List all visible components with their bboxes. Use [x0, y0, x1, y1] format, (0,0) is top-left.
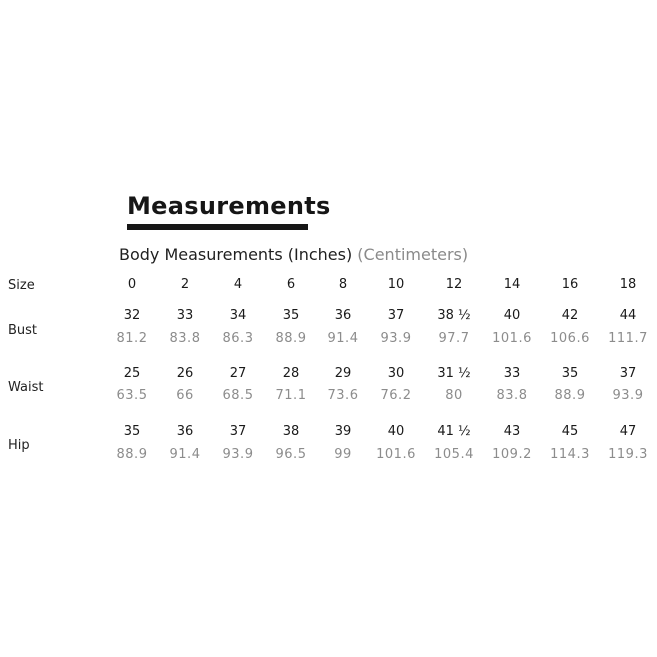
cm-value: 91.4 [169, 447, 201, 462]
inch-value: 40 [387, 424, 405, 439]
inch-value: 38 ½ [437, 308, 471, 323]
inch-value: 47 [619, 424, 637, 439]
cm-value: 101.6 [376, 447, 416, 462]
cm-value: 106.6 [550, 331, 590, 346]
cm-value: 66 [176, 388, 194, 403]
cm-value: 83.8 [496, 388, 528, 403]
inch-value: 35 [282, 308, 300, 323]
cm-value: 105.4 [434, 447, 474, 462]
cm-value: 119.3 [608, 447, 648, 462]
cm-value: 86.3 [222, 331, 254, 346]
inch-value: 32 [123, 308, 141, 323]
inch-value: 27 [229, 366, 247, 381]
inch-value: 42 [561, 308, 579, 323]
cm-value: 80 [445, 388, 463, 403]
size-cell: 18 [619, 277, 637, 292]
page-title: Measurements [127, 192, 331, 220]
size-cell: 12 [445, 277, 463, 292]
subtitle-centimeters: (Centimeters) [357, 245, 469, 264]
cm-value: 88.9 [275, 331, 307, 346]
inch-value: 33 [176, 308, 194, 323]
cm-value: 93.9 [380, 331, 412, 346]
cm-value: 91.4 [327, 331, 359, 346]
cm-value: 83.8 [169, 331, 201, 346]
inch-value: 36 [176, 424, 194, 439]
inch-value: 33 [503, 366, 521, 381]
cm-value: 96.5 [275, 447, 307, 462]
inch-value: 38 [282, 424, 300, 439]
size-cell: 16 [561, 277, 579, 292]
cm-value: 93.9 [222, 447, 254, 462]
cm-value: 99 [334, 447, 352, 462]
row-label-bust: Bust [8, 323, 38, 338]
inch-value: 34 [229, 308, 247, 323]
size-cell: 2 [180, 277, 190, 292]
size-cell: 6 [286, 277, 296, 292]
row-label-hip: Hip [8, 438, 30, 453]
inch-value: 39 [334, 424, 352, 439]
cm-value: 63.5 [116, 388, 148, 403]
cm-value: 109.2 [492, 447, 532, 462]
cm-value: 97.7 [438, 331, 470, 346]
row-label-waist: Waist [8, 380, 44, 395]
cm-value: 93.9 [612, 388, 644, 403]
table-subtitle [119, 245, 468, 265]
size-cell: 8 [338, 277, 348, 292]
inch-value: 29 [334, 366, 352, 381]
subtitle-inches: Body Measurements (Inches) [119, 245, 353, 264]
inch-value: 45 [561, 424, 579, 439]
cm-value: 88.9 [116, 447, 148, 462]
cm-value: 114.3 [550, 447, 590, 462]
size-cell: 10 [387, 277, 405, 292]
cm-value: 111.7 [608, 331, 648, 346]
size-cell: 14 [503, 277, 521, 292]
inch-value: 41 ½ [437, 424, 471, 439]
size-cell: 4 [233, 277, 243, 292]
inch-value: 37 [229, 424, 247, 439]
inch-value: 40 [503, 308, 521, 323]
title-underline [127, 224, 308, 230]
inch-value: 25 [123, 366, 141, 381]
cm-value: 101.6 [492, 331, 532, 346]
inch-value: 37 [619, 366, 637, 381]
inch-value: 26 [176, 366, 194, 381]
inch-value: 36 [334, 308, 352, 323]
inch-value: 35 [123, 424, 141, 439]
inch-value: 31 ½ [437, 366, 471, 381]
inch-value: 37 [387, 308, 405, 323]
size-cell: 0 [127, 277, 137, 292]
cm-value: 73.6 [327, 388, 359, 403]
cm-value: 76.2 [380, 388, 412, 403]
cm-value: 81.2 [116, 331, 148, 346]
cm-value: 88.9 [554, 388, 586, 403]
inch-value: 28 [282, 366, 300, 381]
size-row-label: Size [8, 278, 35, 293]
inch-value: 43 [503, 424, 521, 439]
inch-value: 35 [561, 366, 579, 381]
inch-value: 30 [387, 366, 405, 381]
cm-value: 71.1 [275, 388, 307, 403]
inch-value: 44 [619, 308, 637, 323]
cm-value: 68.5 [222, 388, 254, 403]
